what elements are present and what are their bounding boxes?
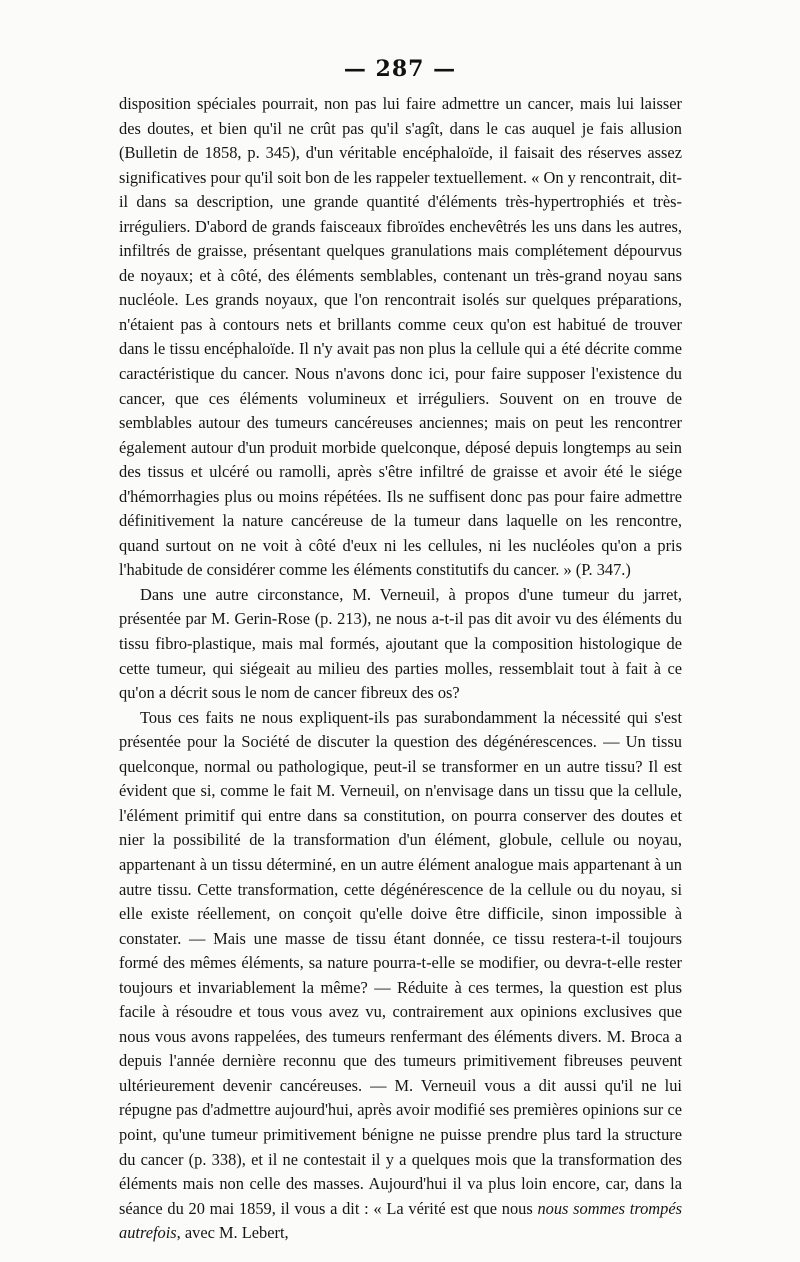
- paragraph-2: Dans une autre circonstance, M. Verneuil, à propos d'une tumeur du jarret, présentée par M. Gerin-Rose (p. 213), ne nous a-t-il pas dit avoir vu des éléments du tissu fibro-plastique, mais mal formés, ajoutant que la composition histologique de cette tumeur, qui siégeait au milieu des parties molles, ressemblait tout à fait à ce qu'on a décrit sous le nom de cancer fibreux des os?: [119, 584, 682, 703]
- paragraph-1: disposition spéciales pourrait, non pas lui faire admettre un cancer, mais lui laisser des doutes, et bien qu'il ne crût pas qu'il s'agît, dans le cas auquel je fais allusion (Bulletin de 1858, p. 345), d'un véritable encéphaloïde, il faisait des réserves assez significatives pour qu'il soit bon de les rappeler textuellement. « On y rencontrait, dit-il dans sa description, une grande quantité d'éléments très-hypertrophiés et très-irréguliers. D'abord de grands faisceaux fibroïdes enchevêtrés les uns dans les autres, infiltrés de graisse, présentant quelques granulations mais complétement dépourvus de noyaux; et à côté, des éléments semblables, contenant un très-grand noyau sans nucléole. Les grands noyaux, que l'on rencontrait isolés sur quelques préparations, n'étaient pas à contours nets et brillants comme ceux qu'on est habitué de trouver dans le tissu encéphaloïde. Il n'y avait pas non plus la cellule qui a été décrite comme caractéristique du cancer. Nous n'avons donc ici, pour faire supposer l'existence du cancer, que ces éléments volumineux et irréguliers. Souvent on en trouve de semblables autour des tumeurs cancéreuses anciennes; mais on peut les rencontrer également autour d'un produit morbide quelconque, déposé depuis longtemps au sein des tissus et ulcéré ou ramolli, après s'être infiltré de graisse et avoir été le siége d'hémorrhagies plus ou moins répétées. Ils ne suffisent donc pas pour faire admettre définitivement la nature cancéreuse de la tumeur dans laquelle on les rencontre, quand surtout on ne voit à côté d'eux ni les cellules, ni les nucléoles qu'on a pris l'habitude de considérer comme les éléments constitutifs du cancer. » (P. 347.): [119, 94, 682, 580]
- page-number: — 287 —: [343, 56, 457, 82]
- body-text: [119, 92, 682, 1246]
- paragraph-3-end: , avec M. Lebert,: [176, 1223, 289, 1243]
- paragraph-3-italic: nous sommes trompés autrefois: [119, 1198, 682, 1243]
- paragraph-3: [119, 706, 682, 1246]
- paragraph-3-text: Tous ces faits ne nous expliquent-ils pas surabondamment la nécessité qui s'est présentée pour la Société de discuter la question des dégénérescences. — Un tissu quelconque, normal ou pathologique, peut-il se transformer en un autre tissu? Il est évident que si, comme le fait M. Verneuil, on n'envisage dans un tissu que la cellule, l'élément primitif qui entre dans sa constitution, on pourra conserver des doutes et nier la possibilité de la transformation d'un élément, globule, cellule ou noyau, appartenant à un tissu déterminé, en un autre élément analogue mais appartenant à un autre tissu. Cette transformation, cette dégénérescence de la cellule ou du noyau, si elle existe réellement, on conçoit qu'elle doive être difficile, sinon impossible à constater. — Mais une masse de tissu étant donnée, ce tissu restera-t-il toujours formé des mêmes éléments, sa nature pourra-t-elle se modifier, ou devra-t-elle rester toujours et invariablement la même? — Réduite à ces termes, la question est plus facile à résoudre et tous vous avez vu, contrairement aux opinions exclusives que nous vous avons rappelées, des tumeurs renfermant des éléments divers. M. Broca a depuis l'année dernière reconnu que des tumeurs primitivement fibreuses peuvent ultérieurement devenir cancéreuses. — M. Verneuil vous a dit aussi qu'il ne lui répugne pas d'admettre aujourd'hui, après avoir modifié ses premières opinions sur ce point, qu'une tumeur primitivement bénigne ne puisse prendre plus tard la structure du cancer (p. 338), et il ne contestait il y a quelques mois que la transformation des éléments mais non celle des masses. Aujourd'hui il va plus loin encore, car, dans la séance du 20 mai 1859, il vous a dit : « La vérité est que nous: [119, 707, 682, 1218]
